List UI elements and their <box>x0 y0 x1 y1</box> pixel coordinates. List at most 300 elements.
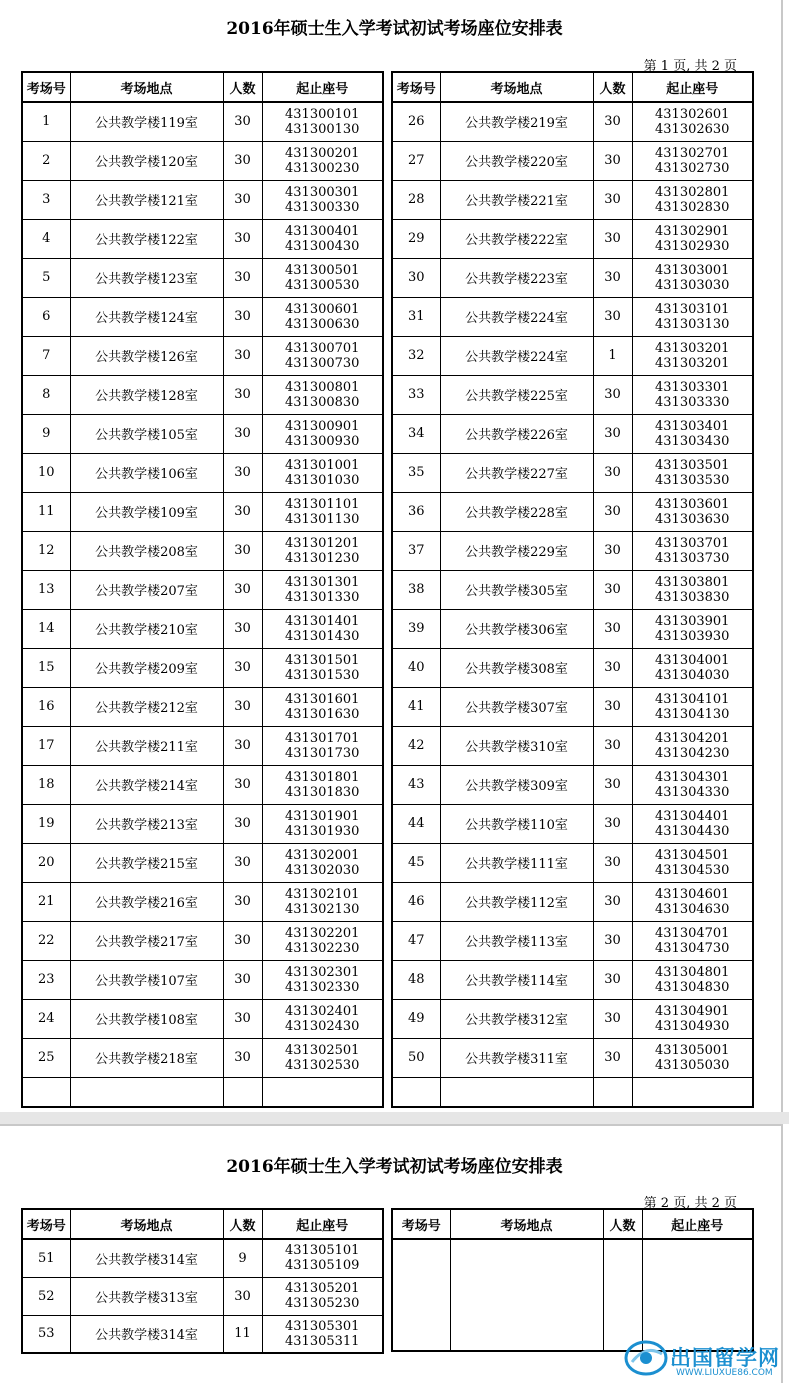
seat-start: 431300201 <box>285 145 360 161</box>
count-cell: 30 <box>223 687 262 726</box>
location-cell: 公共教学楼122室 <box>70 219 223 258</box>
seat-end: 431303930 <box>655 628 730 644</box>
room-no-cell: 14 <box>22 609 70 648</box>
count-cell: 30 <box>223 336 262 375</box>
seat-range-cell <box>262 804 383 843</box>
count-cell: 30 <box>223 102 262 141</box>
header-seats: 起止座号 <box>262 1209 383 1239</box>
room-no-cell: 1 <box>22 102 70 141</box>
seat-range-cell <box>632 960 753 999</box>
seat-range-cell <box>632 453 753 492</box>
table-header <box>22 72 383 102</box>
seat-range-cell <box>262 414 383 453</box>
table-row <box>22 141 383 180</box>
location-cell: 公共教学楼221室 <box>440 180 593 219</box>
seat-end: 431303730 <box>655 550 730 566</box>
room-no-cell: 43 <box>392 765 440 804</box>
room-no-cell: 40 <box>392 648 440 687</box>
seat-range-cell <box>262 1315 383 1353</box>
seat-range-cell <box>632 258 753 297</box>
table-row <box>22 531 383 570</box>
seat-range-cell <box>632 843 753 882</box>
seat-range-cell <box>262 375 383 414</box>
table-row <box>22 648 383 687</box>
seat-range-cell <box>262 297 383 336</box>
seat-end: 431301530 <box>285 667 360 683</box>
location-cell: 公共教学楼217室 <box>70 921 223 960</box>
location-cell: 公共教学楼110室 <box>440 804 593 843</box>
location-cell: 公共教学楼121室 <box>70 180 223 219</box>
table-header <box>392 72 753 102</box>
seat-start: 431302001 <box>285 847 360 863</box>
table-row <box>22 921 383 960</box>
room-no-cell: 22 <box>22 921 70 960</box>
room-no-cell: 50 <box>392 1038 440 1077</box>
room-no-cell: 52 <box>22 1277 70 1315</box>
count-cell: 30 <box>593 726 632 765</box>
seat-end: 431300530 <box>285 277 360 293</box>
seat-range-cell <box>262 531 383 570</box>
page-title: 2016年硕士生入学考试初试考场座位安排表 <box>226 1157 563 1177</box>
seat-end: 431301430 <box>285 628 360 644</box>
location-cell: 公共教学楼212室 <box>70 687 223 726</box>
table-row <box>22 999 383 1038</box>
count-cell: 30 <box>593 219 632 258</box>
seat-start: 431301001 <box>285 457 360 473</box>
seat-start: 431302401 <box>285 1003 360 1019</box>
location-cell: 公共教学楼227室 <box>440 453 593 492</box>
room-no-cell: 47 <box>392 921 440 960</box>
seat-start: 431303601 <box>655 496 730 512</box>
seat-range-cell <box>262 882 383 921</box>
seat-start: 431302801 <box>655 184 730 200</box>
seat-range-cell <box>632 726 753 765</box>
table-row <box>392 219 753 258</box>
seat-range-cell <box>262 726 383 765</box>
table-row <box>392 102 753 141</box>
seat-start: 431303401 <box>655 418 730 434</box>
seat-range-cell <box>262 687 383 726</box>
room-no-cell: 32 <box>392 336 440 375</box>
room-no-cell: 20 <box>22 843 70 882</box>
seat-end: 431301230 <box>285 550 360 566</box>
seat-start: 431304001 <box>655 652 730 668</box>
seat-range-cell <box>632 609 753 648</box>
location-cell: 公共教学楼223室 <box>440 258 593 297</box>
location-cell: 公共教学楼224室 <box>440 336 593 375</box>
header-count: 人数 <box>603 1209 642 1239</box>
seat-end: 431305311 <box>285 1333 360 1349</box>
count-cell: 30 <box>593 375 632 414</box>
seat-range-cell <box>632 375 753 414</box>
count-cell: 30 <box>223 765 262 804</box>
room-no-cell: 4 <box>22 219 70 258</box>
count-cell: 30 <box>593 102 632 141</box>
seat-end: 431302830 <box>655 199 730 215</box>
location-cell: 公共教学楼306室 <box>440 609 593 648</box>
seat-range-cell <box>262 960 383 999</box>
room-no-cell: 33 <box>392 375 440 414</box>
room-no-cell: 39 <box>392 609 440 648</box>
seat-end: 431301930 <box>285 823 360 839</box>
seat-range-cell <box>632 414 753 453</box>
seat-start: 431301201 <box>285 535 360 551</box>
page-separator <box>0 1112 789 1124</box>
seat-end: 431301730 <box>285 745 360 761</box>
room-no-cell: 7 <box>22 336 70 375</box>
page-title: 2016年硕士生入学考试初试考场座位安排表 <box>226 19 563 39</box>
room-no-cell: 10 <box>22 453 70 492</box>
room-no-cell: 26 <box>392 102 440 141</box>
table-row <box>22 843 383 882</box>
seat-range-cell <box>262 765 383 804</box>
table-row <box>392 882 753 921</box>
room-no-cell: 19 <box>22 804 70 843</box>
location-cell: 公共教学楼224室 <box>440 297 593 336</box>
room-no-cell: 28 <box>392 180 440 219</box>
table-row <box>392 765 753 804</box>
room-no-cell: 45 <box>392 843 440 882</box>
table-row <box>392 726 753 765</box>
seat-range-cell <box>262 999 383 1038</box>
seat-range-cell <box>262 336 383 375</box>
table-row <box>22 453 383 492</box>
seat-end: 431302230 <box>285 940 360 956</box>
room-no-cell: 12 <box>22 531 70 570</box>
empty-row <box>392 1239 753 1351</box>
count-cell: 30 <box>593 297 632 336</box>
table-row <box>392 648 753 687</box>
seat-range-cell <box>632 180 753 219</box>
location-cell: 公共教学楼208室 <box>70 531 223 570</box>
watermark-subtext: WWW.LIUXUE86.COM <box>676 1368 773 1378</box>
seat-range-cell <box>262 570 383 609</box>
seat-start: 431304801 <box>655 964 730 980</box>
table-row <box>392 336 753 375</box>
seat-start: 431303201 <box>655 340 730 356</box>
seat-start: 431301901 <box>285 808 360 824</box>
seat-end: 431305230 <box>285 1296 360 1311</box>
count-cell: 30 <box>223 531 262 570</box>
location-cell: 公共教学楼311室 <box>440 1038 593 1077</box>
count-cell: 30 <box>223 609 262 648</box>
seat-range-cell <box>262 258 383 297</box>
table-row <box>22 1239 383 1277</box>
room-no-cell: 21 <box>22 882 70 921</box>
seat-start: 431301801 <box>285 769 360 785</box>
seat-end: 431302430 <box>285 1018 360 1034</box>
count-cell: 30 <box>223 960 262 999</box>
seat-end: 431300330 <box>285 199 360 215</box>
seat-start: 431303101 <box>655 301 730 317</box>
table-row <box>22 882 383 921</box>
count-cell: 11 <box>223 1315 262 1353</box>
seat-end: 431303130 <box>655 316 730 332</box>
seat-start: 431304501 <box>655 847 730 863</box>
location-cell: 公共教学楼106室 <box>70 453 223 492</box>
count-cell: 30 <box>593 765 632 804</box>
seat-end: 431303630 <box>655 511 730 527</box>
seat-end: 431303330 <box>655 394 730 410</box>
seat-range-cell <box>632 570 753 609</box>
table-row <box>22 570 383 609</box>
count-cell: 1 <box>593 336 632 375</box>
table-row <box>22 258 383 297</box>
table-row <box>392 297 753 336</box>
seat-start: 431301401 <box>285 613 360 629</box>
room-no-cell: 38 <box>392 570 440 609</box>
count-cell: 30 <box>223 999 262 1038</box>
location-cell: 公共教学楼216室 <box>70 882 223 921</box>
seat-end: 431300830 <box>285 394 360 410</box>
room-no-cell: 27 <box>392 141 440 180</box>
seat-end: 431304230 <box>655 745 730 761</box>
seat-end: 431302330 <box>285 979 360 995</box>
count-cell: 30 <box>593 258 632 297</box>
table-row <box>392 687 753 726</box>
room-no-cell: 5 <box>22 258 70 297</box>
seat-end: 431304830 <box>655 979 730 995</box>
location-cell: 公共教学楼313室 <box>70 1277 223 1315</box>
seat-end: 431301330 <box>285 589 360 605</box>
room-no-cell: 16 <box>22 687 70 726</box>
location-cell: 公共教学楼211室 <box>70 726 223 765</box>
location-cell: 公共教学楼305室 <box>440 570 593 609</box>
seat-range-cell <box>262 1277 383 1315</box>
count-cell: 30 <box>223 921 262 960</box>
seat-range-cell <box>632 336 753 375</box>
table-row <box>22 375 383 414</box>
seat-range-cell <box>262 609 383 648</box>
location-cell: 公共教学楼111室 <box>440 843 593 882</box>
table-row <box>392 999 753 1038</box>
count-cell: 30 <box>593 921 632 960</box>
count-cell: 30 <box>593 492 632 531</box>
count-cell: 30 <box>223 258 262 297</box>
location-cell: 公共教学楼219室 <box>440 102 593 141</box>
table-row <box>392 375 753 414</box>
seat-end: 431302530 <box>285 1057 360 1073</box>
seat-start: 431303501 <box>655 457 730 473</box>
location-cell: 公共教学楼207室 <box>70 570 223 609</box>
seat-start: 431301101 <box>285 496 360 512</box>
location-cell: 公共教学楼229室 <box>440 531 593 570</box>
seat-end: 431302930 <box>655 238 730 254</box>
seat-end: 431304630 <box>655 901 730 917</box>
location-cell: 公共教学楼112室 <box>440 882 593 921</box>
seat-end: 431303030 <box>655 277 730 293</box>
header-location: 考场地点 <box>70 1209 223 1239</box>
seat-end: 431300630 <box>285 316 360 332</box>
header-seats: 起止座号 <box>262 72 383 102</box>
location-cell: 公共教学楼213室 <box>70 804 223 843</box>
count-cell: 30 <box>593 141 632 180</box>
seat-range-cell <box>632 804 753 843</box>
location-cell: 公共教学楼309室 <box>440 765 593 804</box>
seat-table-left <box>21 1208 384 1354</box>
table-row <box>22 726 383 765</box>
table-row <box>22 1038 383 1077</box>
location-cell: 公共教学楼218室 <box>70 1038 223 1077</box>
location-cell: 公共教学楼226室 <box>440 414 593 453</box>
seat-start: 431300601 <box>285 301 360 317</box>
count-cell: 30 <box>223 453 262 492</box>
count-cell: 30 <box>223 570 262 609</box>
seat-start: 431305301 <box>285 1318 360 1334</box>
room-no-cell: 49 <box>392 999 440 1038</box>
location-cell: 公共教学楼307室 <box>440 687 593 726</box>
room-no-cell: 46 <box>392 882 440 921</box>
seat-start: 431301701 <box>285 730 360 746</box>
room-no-cell: 36 <box>392 492 440 531</box>
table-row <box>392 453 753 492</box>
seat-end: 431303830 <box>655 589 730 605</box>
table-body <box>22 1239 383 1353</box>
seat-end: 431305030 <box>655 1057 730 1073</box>
seat-table-right <box>391 71 754 1108</box>
header-room-no: 考场号 <box>392 1209 450 1239</box>
seat-end: 431301130 <box>285 511 360 527</box>
seat-range-cell <box>632 219 753 258</box>
header-count: 人数 <box>223 72 262 102</box>
count-cell: 30 <box>593 1038 632 1077</box>
count-cell: 30 <box>593 414 632 453</box>
header-room-no: 考场号 <box>22 1209 70 1239</box>
room-no-cell: 25 <box>22 1038 70 1077</box>
table-row <box>392 804 753 843</box>
seat-range-cell <box>632 765 753 804</box>
header-location: 考场地点 <box>450 1209 603 1239</box>
location-cell: 公共教学楼123室 <box>70 258 223 297</box>
count-cell: 30 <box>593 609 632 648</box>
count-cell: 30 <box>593 999 632 1038</box>
table-row <box>22 1277 383 1315</box>
seat-end: 431300130 <box>285 121 360 137</box>
seat-range-cell <box>632 492 753 531</box>
seat-table-right <box>391 1208 754 1352</box>
seat-range-cell <box>262 219 383 258</box>
table-row <box>22 219 383 258</box>
table-row <box>392 531 753 570</box>
table-row <box>22 609 383 648</box>
room-no-cell: 15 <box>22 648 70 687</box>
table-row <box>22 804 383 843</box>
header-location: 考场地点 <box>70 72 223 102</box>
seat-range-cell <box>262 843 383 882</box>
count-cell: 30 <box>593 570 632 609</box>
room-no-cell: 29 <box>392 219 440 258</box>
seat-end: 431304130 <box>655 706 730 722</box>
count-cell: 30 <box>223 375 262 414</box>
seat-range-cell <box>262 102 383 141</box>
count-cell: 30 <box>223 726 262 765</box>
location-cell: 公共教学楼108室 <box>70 999 223 1038</box>
table-row <box>392 960 753 999</box>
count-cell: 30 <box>223 297 262 336</box>
count-cell: 30 <box>223 1277 262 1315</box>
count-cell: 30 <box>223 843 262 882</box>
location-cell: 公共教学楼105室 <box>70 414 223 453</box>
table-row <box>22 297 383 336</box>
room-no-cell: 44 <box>392 804 440 843</box>
location-cell: 公共教学楼314室 <box>70 1315 223 1353</box>
location-cell: 公共教学楼222室 <box>440 219 593 258</box>
count-cell: 30 <box>593 843 632 882</box>
seat-end: 431303530 <box>655 472 730 488</box>
room-no-cell: 6 <box>22 297 70 336</box>
table-row <box>392 1038 753 1077</box>
table-body <box>392 102 753 1107</box>
seat-range-cell <box>262 453 383 492</box>
watermark-text: 出国留学网 <box>670 1346 780 1370</box>
room-no-cell: 51 <box>22 1239 70 1277</box>
location-cell: 公共教学楼310室 <box>440 726 593 765</box>
table-row <box>22 180 383 219</box>
header-location: 考场地点 <box>440 72 593 102</box>
room-no-cell: 35 <box>392 453 440 492</box>
location-cell: 公共教学楼113室 <box>440 921 593 960</box>
seat-range-cell <box>632 102 753 141</box>
header-count: 人数 <box>223 1209 262 1239</box>
header-room-no: 考场号 <box>392 72 440 102</box>
location-cell: 公共教学楼215室 <box>70 843 223 882</box>
room-no-cell: 42 <box>392 726 440 765</box>
seat-end: 431302630 <box>655 121 730 137</box>
seat-start: 431303301 <box>655 379 730 395</box>
seat-end: 431301630 <box>285 706 360 722</box>
seat-start: 431300701 <box>285 340 360 356</box>
seat-start: 431303001 <box>655 262 730 278</box>
room-no-cell: 24 <box>22 999 70 1038</box>
location-cell: 公共教学楼120室 <box>70 141 223 180</box>
seat-range-cell <box>262 180 383 219</box>
count-cell: 30 <box>223 414 262 453</box>
count-cell: 30 <box>593 882 632 921</box>
location-cell: 公共教学楼220室 <box>440 141 593 180</box>
seat-range-cell <box>632 141 753 180</box>
room-no-cell: 17 <box>22 726 70 765</box>
table-row <box>22 414 383 453</box>
count-cell: 9 <box>223 1239 262 1277</box>
count-cell: 30 <box>593 453 632 492</box>
seat-start: 431303801 <box>655 574 730 590</box>
seat-range-cell <box>262 1038 383 1077</box>
seat-start: 431302201 <box>285 925 360 941</box>
seat-start: 431302701 <box>655 145 730 161</box>
location-cell: 公共教学楼312室 <box>440 999 593 1038</box>
count-cell: 30 <box>223 1038 262 1077</box>
count-cell: 30 <box>593 648 632 687</box>
seat-start: 431304401 <box>655 808 730 824</box>
location-cell: 公共教学楼225室 <box>440 375 593 414</box>
seat-start: 431305001 <box>655 1042 730 1058</box>
table-row <box>392 141 753 180</box>
seat-start: 431304901 <box>655 1003 730 1019</box>
page-number: 第 2 页, 共 2 页 <box>643 1196 737 1211</box>
seat-start: 431304101 <box>655 691 730 707</box>
seat-end: 431301830 <box>285 784 360 800</box>
header-count: 人数 <box>593 72 632 102</box>
header-room-no: 考场号 <box>22 72 70 102</box>
seat-end: 431303430 <box>655 433 730 449</box>
seat-start: 431302601 <box>655 106 730 122</box>
seat-range-cell <box>262 1239 383 1277</box>
room-no-cell: 53 <box>22 1315 70 1353</box>
seat-range-cell <box>632 531 753 570</box>
count-cell: 30 <box>593 804 632 843</box>
count-cell: 30 <box>223 180 262 219</box>
room-no-cell: 18 <box>22 765 70 804</box>
